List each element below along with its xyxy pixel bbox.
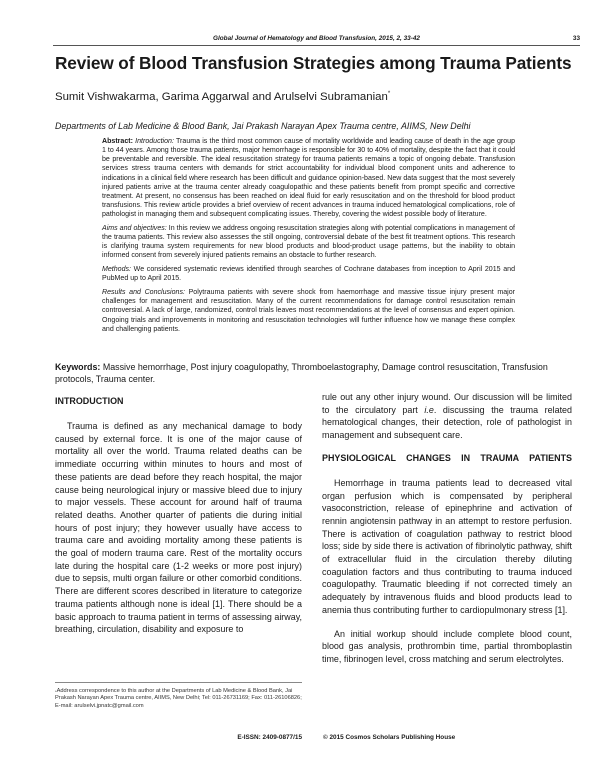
running-header	[53, 33, 580, 46]
abstract-block	[102, 137, 515, 339]
left-column	[55, 396, 302, 636]
abstract-methods	[102, 265, 515, 283]
journal-citation: Global Journal of Hematology and Blood Transfusion, 2015, 2, 33-42	[213, 35, 420, 42]
correspondence-footnote	[55, 688, 305, 710]
methods-label: Methods:	[102, 266, 131, 274]
physiological-paragraph-2: An initial workup should include complete blood count, blood gas analysis, prothrombin time, partial thromboplastin time, fibrinogen level, cross matching and serum electrolytes.	[322, 628, 572, 664]
page-number: 33	[572, 35, 580, 42]
introduction-label: Introduction:	[135, 138, 174, 145]
authors-text: Sumit Vishwakarma, Garima Aggarwal and Arulselvi Subramanian	[55, 91, 388, 103]
abstract-label: Abstract:	[102, 138, 133, 145]
footnote-text: Address correspondence to this author at the Departments of Lab Medicine & Blood Bank, Jai Prakash Narayan Apex Trauma centre, AIIMS, New Delhi; Tel: 011-26731169; Fax: 011-26106826; E-mail: arulselvi.jpnatc@gmail.com	[55, 688, 302, 709]
methods-text: We considered systematic reviews identified through searches of Cochrane databases from inception to April 2015 and PubMed up to April 2015.	[102, 266, 515, 283]
keywords-text: Massive hemorrhage, Post injury coagulopathy, Thromboelastography, Damage control resuscitation, Transfusion protocols, Trauma center.	[55, 362, 548, 384]
physiological-paragraph-1: Hemorrhage in trauma patients lead to decreased vital organ perfusion which is compensated by peripheral vasoconstriction, release of epinephrine and activation of rennin angiotensin pathway in an attempt to restore perfusion. There is activation of coagulation pathway to restrict blood loss; side by side there is activation of fibrinolytic pathway, shift of extracellular fluid in the circulation thereby diluting coagulation factors and thus contributing to trauma induced coagulopathy. Traumatic bleeding if not corrected timely an adequately by intravenous fluids and blood products lead to anemia thus contributing further to cardiopulmonary stress [1].	[322, 477, 572, 615]
article-title: Review of Blood Transfusion Strategies among Trauma Patients	[55, 53, 572, 73]
aims-text: In this review we address ongoing resuscitation strategies along with potential complications in management of the trauma patients. This review also assesses the still ongoing, controversial debate of the best fit treatment options. This research is clarifying trauma system requirements for new blood products and blood-product usage patterns, but the inability to obtain informed consent from severely injured patients remains an obstacle to further research.	[102, 225, 515, 260]
continuation-paragraph	[322, 391, 572, 442]
eissn: E-ISSN: 2409-0877/15	[237, 734, 302, 741]
abstract-introduction	[102, 137, 515, 219]
keywords-label: Keywords:	[55, 362, 101, 372]
right-column	[322, 391, 572, 666]
results-text: Polytrauma patients with severe shock from haemorrhage and massive tissue injury present major challenges for management and resuscitation. Many of the current recommendations for damage control resuscitation remain controversial. A lack of large, randomized, control trials leaves most recommendations at the level of consensus and expert opinion. Ongoing trials and improvements in monitoring and resuscitation technologies will further influence how we manage these complex and challenging patients.	[102, 289, 515, 333]
author-list	[55, 91, 390, 103]
results-label: Results and Conclusions:	[102, 289, 185, 297]
introduction-text: Trauma is the third most common cause of mortality worldwide and leading cause of death in the age group 1 to 44 years. Among those trauma patients, major hemorrhage is responsible for 30 to 40% of mortality, despite the fact that it could be preventable and reversible. The ideal resuscitation strategy for trauma patients remains a topic of ongoing debate. Transfusion services stress trauma centers with demands for strict accountability for individual blood component units and adherence to indications in a clinical field where research has been difficult and guidance opinion-based. New data suggest that the most severely injured patients arrive at the trauma center already coagulopathic and these patients benefit from prompt specific and corrective treatment. At present, no consensus has been reached on ideal fluid for early resuscitation and on the threshold for blood product transfusions. This review article provides a brief overview of recent advances in trauma induced hematological complications, role of pathologist in managing them and subsequent complicating issues. Thereby, covering the widest possible body of literature.	[102, 138, 515, 219]
continuation-text-end: . discussing the trauma related hematological changes, their detection, role of pathologist in management and subsequent care.	[322, 404, 573, 441]
abstract-results	[102, 288, 515, 334]
keywords	[55, 362, 578, 386]
introduction-paragraph: Trauma is defined as any mechanical damage to body caused by external force. It is one of the major cause of mortality all over the world. Trauma related deaths can be immediate occurring within minutes to hours and most of these patients are dead before they reach hospital, the major cause being neurological injury or massive bleed due to injury to major vessels. These account for around half of trauma related deaths. Another quarter of patients die during initial hours of post injury; they however usually have access to trauma care and avoiding mortality among these patients is the goal of modern trauma care. Rest of the mortality occurs late during the hospital care (1-2 weeks or more post injury) due to sepsis, multi organ failure or other comorbid conditions. There are different scores described in literature to categorize trauma patients although none is ideal [1]. There should be a basic approach to trauma patient in terms of assessing airway, breathing, circulation, disability and exposure to	[55, 421, 302, 635]
abstract-aims	[102, 224, 515, 261]
continuation-text: rule out any other injury wound. Our discussion will be limited to the circulatory part	[322, 392, 572, 415]
copyright: © 2015 Cosmos Scholars Publishing House	[323, 734, 456, 741]
ie-abbrev: i.e	[424, 404, 434, 415]
physiological-changes-heading: PHYSIOLOGICAL CHANGES IN TRAUMA PATIENTS	[322, 452, 572, 463]
footnote-divider	[55, 682, 302, 683]
introduction-heading: INTRODUCTION	[55, 396, 124, 406]
aims-label: Aims and objectives:	[102, 225, 167, 232]
affiliation: Departments of Lab Medicine & Blood Bank, Jai Prakash Narayan Apex Trauma centre, AIIMS, New Delhi	[55, 121, 471, 131]
footnote-mark: *	[55, 689, 57, 694]
corresponding-author-mark: *	[387, 91, 391, 97]
